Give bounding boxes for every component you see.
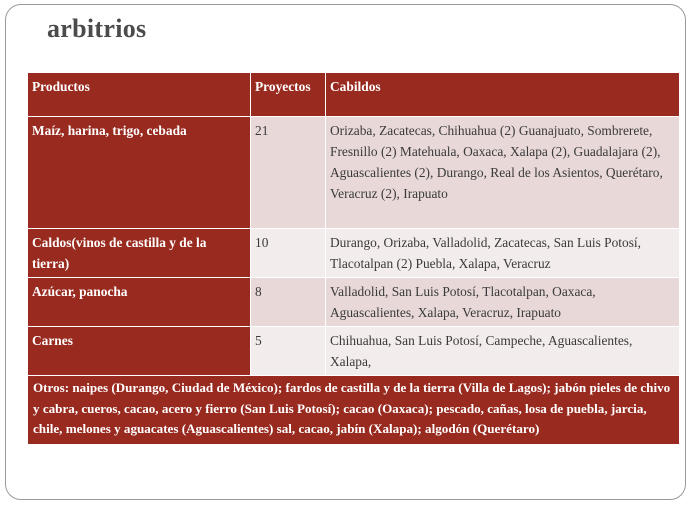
arbitrios-table	[27, 72, 680, 445]
proyectos-cell: 5	[251, 327, 326, 376]
cabildos-cell: Orizaba, Zacatecas, Chihuahua (2) Guanajuato, Sombrerete, Fresnillo (2) Matehuala, Oaxaca, Xalapa (2), Guadalajara (2), Aguascalientes (2), Durango, Real de los Asientos, Querétaro, Veracruz (2), Irapuato	[326, 117, 680, 229]
table-header-row	[28, 73, 680, 117]
header-cabildos: Cabildos	[326, 73, 680, 117]
producto-cell: Azúcar, panocha	[28, 278, 251, 327]
cabildos-cell: Valladolid, San Luis Potosí, Tlacotalpan, Oaxaca, Aguascalientes, Xalapa, Veracruz, Irapuato	[326, 278, 680, 327]
producto-cell: Maíz, harina, trigo, cebada	[28, 117, 251, 229]
proyectos-cell: 10	[251, 229, 326, 278]
table-row	[28, 278, 680, 327]
producto-cell: Caldos(vinos de castilla y de la tierra)	[28, 229, 251, 278]
cabildos-cell: Durango, Orizaba, Valladolid, Zacatecas, San Luis Potosí, Tlacotalpan (2) Puebla, Xalapa, Veracruz	[326, 229, 680, 278]
header-proyectos: Proyectos	[251, 73, 326, 117]
header-productos: Productos	[28, 73, 251, 117]
otros-row	[28, 376, 680, 445]
proyectos-cell: 21	[251, 117, 326, 229]
table-row	[28, 327, 680, 376]
table-row	[28, 117, 680, 229]
proyectos-cell: 8	[251, 278, 326, 327]
producto-cell: Carnes	[28, 327, 251, 376]
cabildos-cell: Chihuahua, San Luis Potosí, Campeche, Aguascalientes, Xalapa,	[326, 327, 680, 376]
table-row	[28, 229, 680, 278]
page-title: arbitrios	[47, 14, 147, 43]
otros-cell: Otros: naipes (Durango, Ciudad de México); fardos de castilla y de la tierra (Villa de Lagos); jabón pieles de chivo y cabra, cueros, cacao, acero y fierro (San Luis Potosí); cacao (Oaxaca); pescado, cañas, losa de puebla, jarcia, chile, melones y aguacates (Aguascalientes) sal, cacao, jabín (Xalapa); algodón (Querétaro)	[28, 376, 680, 445]
